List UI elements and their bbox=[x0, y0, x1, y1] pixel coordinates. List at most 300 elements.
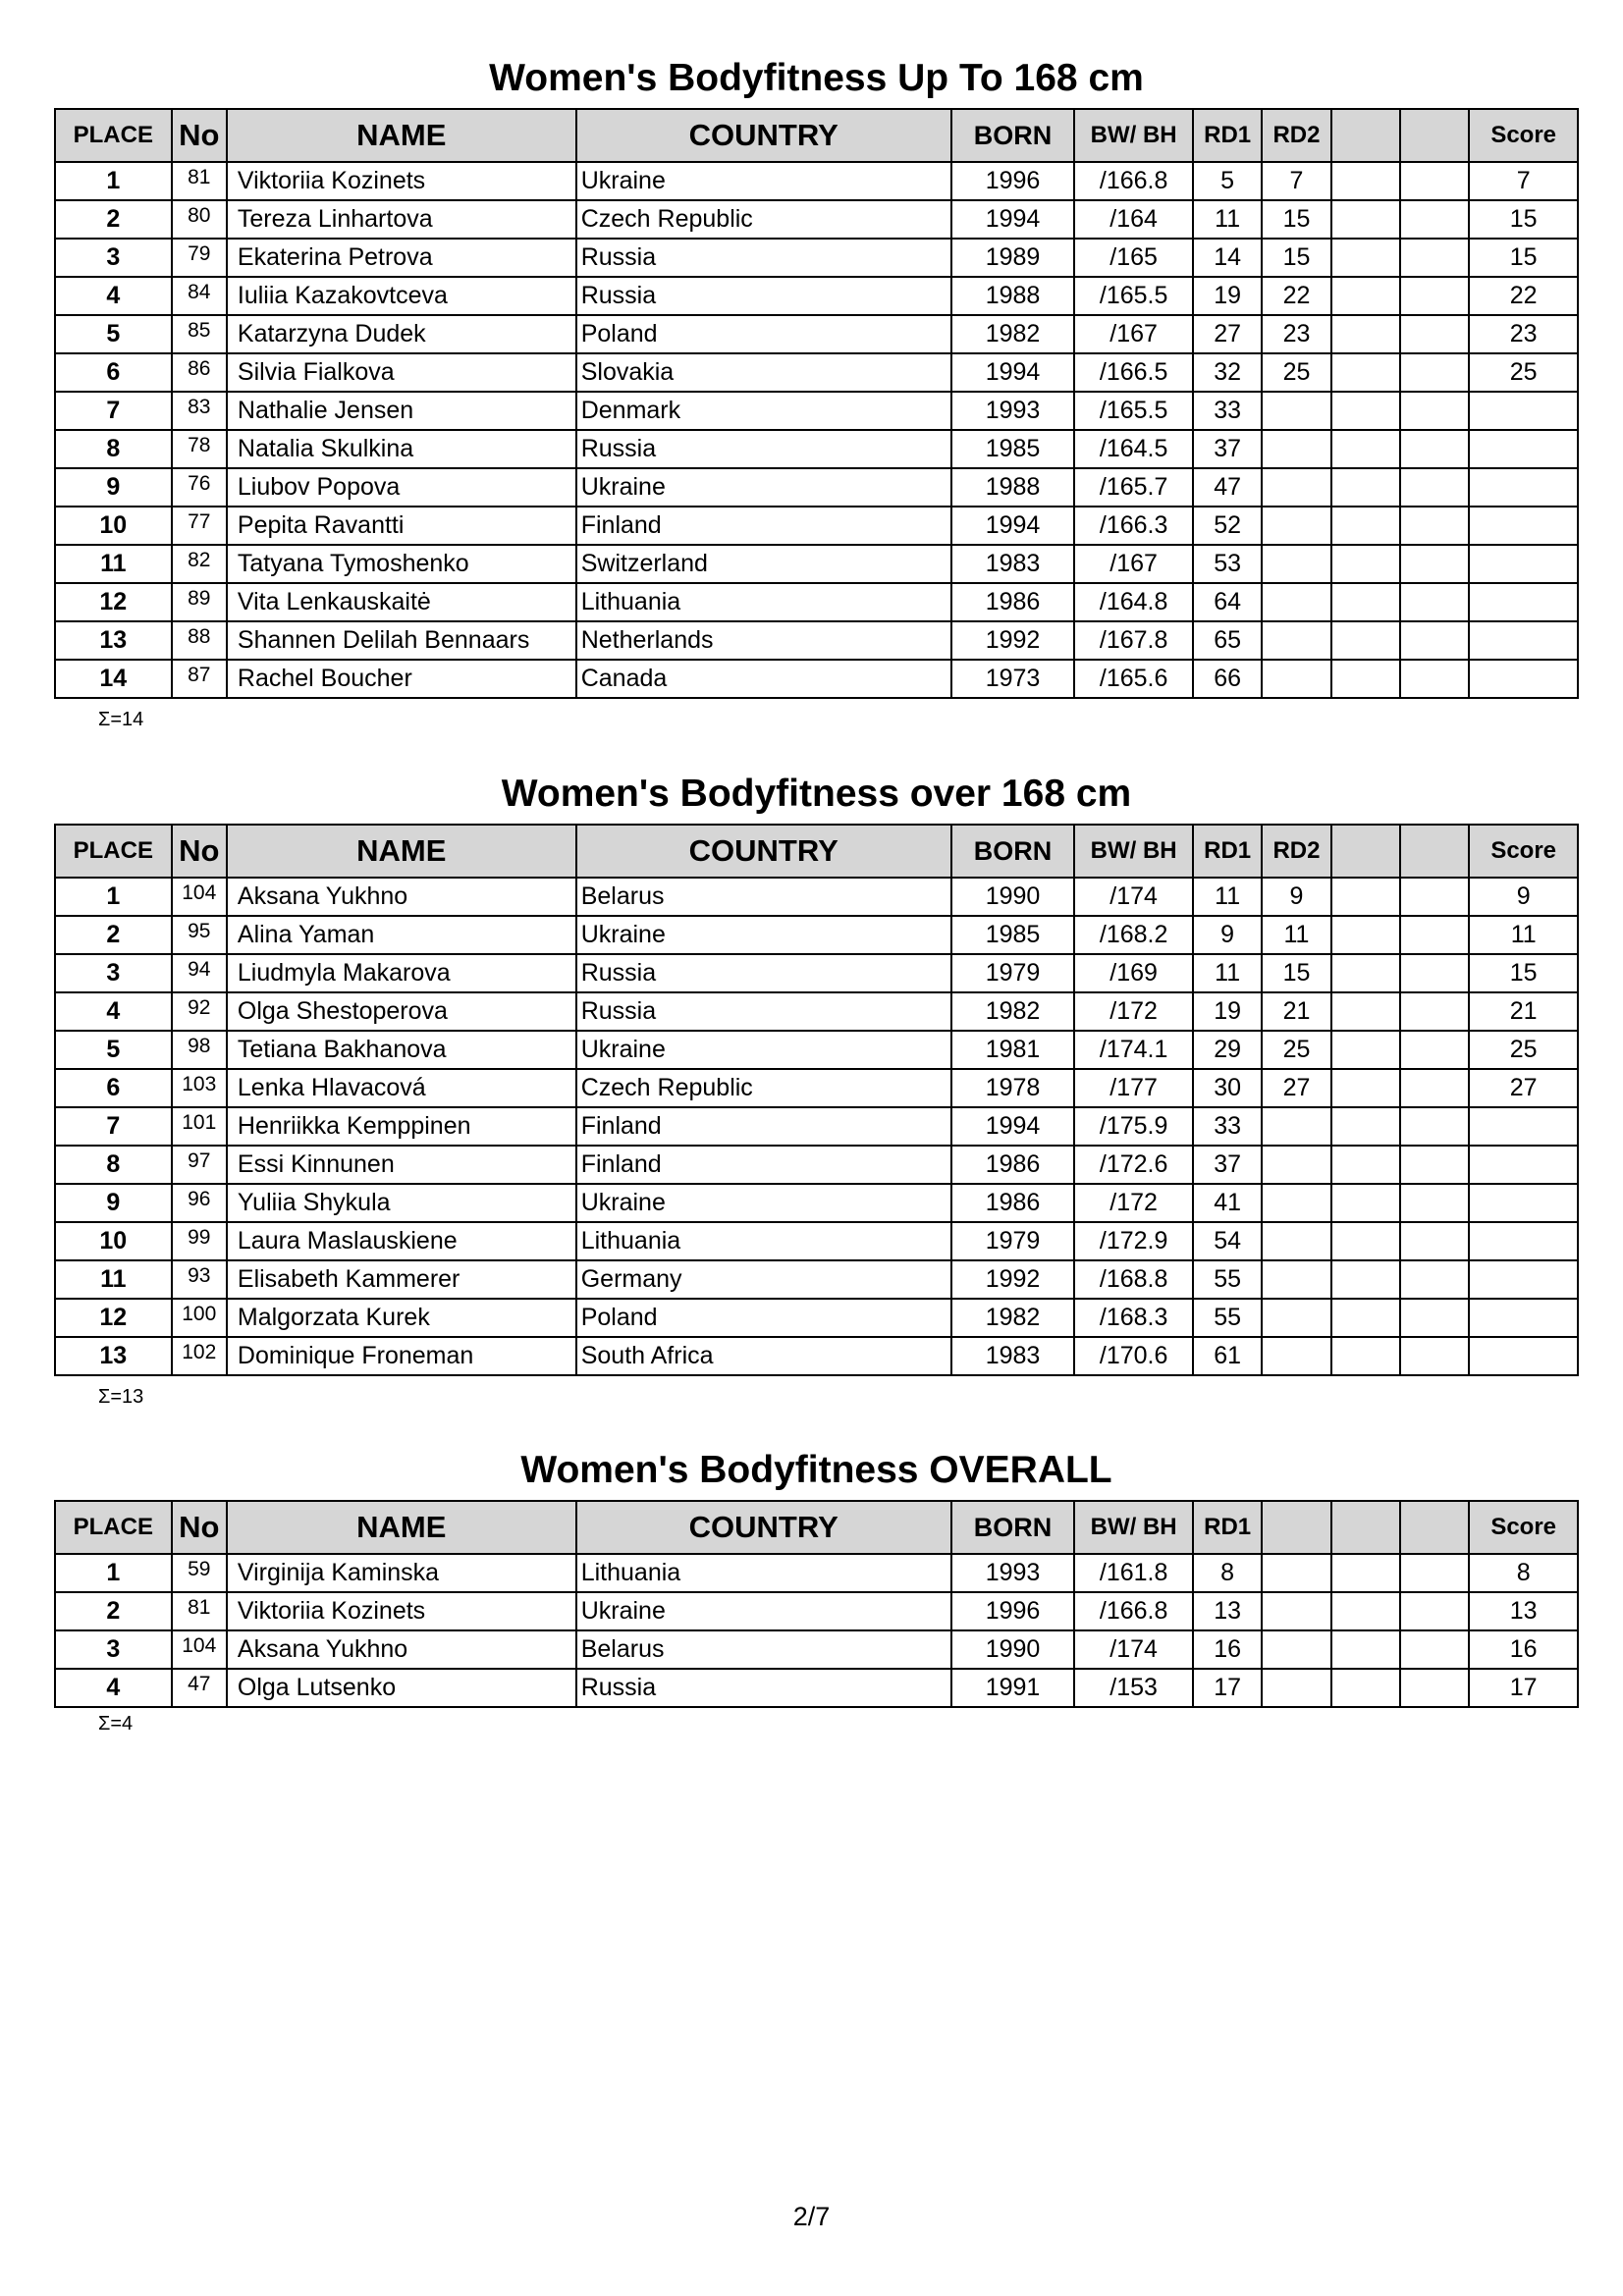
cell-place: 10 bbox=[55, 507, 172, 545]
cell-born: 1986 bbox=[951, 583, 1075, 621]
table-row bbox=[55, 1222, 1578, 1260]
cell-bwbh: /167 bbox=[1074, 315, 1193, 353]
cell-blank2 bbox=[1400, 430, 1469, 468]
table-row bbox=[55, 1260, 1578, 1299]
cell-place: 10 bbox=[55, 1222, 172, 1260]
cell-blank2 bbox=[1400, 468, 1469, 507]
column-header-blank2 bbox=[1400, 825, 1469, 878]
cell-bwbh: /164.5 bbox=[1074, 430, 1193, 468]
cell-rd2 bbox=[1262, 1146, 1330, 1184]
cell-rd1: 13 bbox=[1193, 1592, 1262, 1630]
cell-born: 1994 bbox=[951, 1107, 1075, 1146]
cell-blank1 bbox=[1331, 916, 1400, 954]
cell-no: 102 bbox=[172, 1337, 227, 1375]
cell-country: Czech Republic bbox=[576, 200, 951, 239]
cell-rd2: 15 bbox=[1262, 200, 1330, 239]
table-row bbox=[55, 1554, 1578, 1592]
cell-bwbh: /166.3 bbox=[1074, 507, 1193, 545]
cell-country: Russia bbox=[576, 954, 951, 992]
cell-bwbh: /172 bbox=[1074, 992, 1193, 1031]
cell-bwbh: /167 bbox=[1074, 545, 1193, 583]
cell-blank2 bbox=[1400, 583, 1469, 621]
cell-place: 14 bbox=[55, 660, 172, 698]
cell-blank1 bbox=[1331, 1222, 1400, 1260]
cell-country: Belarus bbox=[576, 1630, 951, 1669]
table-row bbox=[55, 468, 1578, 507]
cell-rd1: 11 bbox=[1193, 954, 1262, 992]
cell-born: 1990 bbox=[951, 878, 1075, 916]
cell-bwbh: /153 bbox=[1074, 1669, 1193, 1707]
cell-rd2 bbox=[1262, 1554, 1330, 1592]
cell-rd2 bbox=[1262, 621, 1330, 660]
cell-name: Iuliia Kazakovtceva bbox=[227, 277, 576, 315]
cell-country: Russia bbox=[576, 992, 951, 1031]
cell-rd1: 37 bbox=[1193, 430, 1262, 468]
cell-name: Virginija Kaminska bbox=[227, 1554, 576, 1592]
cell-rd1: 8 bbox=[1193, 1554, 1262, 1592]
table-row bbox=[55, 1299, 1578, 1337]
cell-name: Viktoriia Kozinets bbox=[227, 1592, 576, 1630]
cell-rd1: 65 bbox=[1193, 621, 1262, 660]
cell-country: Ukraine bbox=[576, 1031, 951, 1069]
cell-rd1: 55 bbox=[1193, 1299, 1262, 1337]
cell-bwbh: /168.2 bbox=[1074, 916, 1193, 954]
cell-place: 3 bbox=[55, 1630, 172, 1669]
column-header-no: No bbox=[172, 825, 227, 878]
column-header-score: Score bbox=[1469, 109, 1578, 162]
cell-no: 95 bbox=[172, 916, 227, 954]
cell-name: Aksana Yukhno bbox=[227, 878, 576, 916]
cell-bwbh: /165.7 bbox=[1074, 468, 1193, 507]
cell-rd1: 53 bbox=[1193, 545, 1262, 583]
cell-rd1: 55 bbox=[1193, 1260, 1262, 1299]
cell-place: 11 bbox=[55, 545, 172, 583]
page-number: 2/7 bbox=[792, 2202, 831, 2231]
cell-rd1: 47 bbox=[1193, 468, 1262, 507]
cell-no: 83 bbox=[172, 392, 227, 430]
cell-blank1 bbox=[1331, 468, 1400, 507]
cell-blank1 bbox=[1331, 954, 1400, 992]
cell-name: Essi Kinnunen bbox=[227, 1146, 576, 1184]
cell-blank1 bbox=[1331, 1031, 1400, 1069]
cell-no: 86 bbox=[172, 353, 227, 392]
section-title: Women's Bodyfitness over 168 cm bbox=[501, 773, 1132, 815]
cell-rd2: 11 bbox=[1262, 916, 1330, 954]
cell-score: 11 bbox=[1469, 916, 1578, 954]
cell-country: Czech Republic bbox=[576, 1069, 951, 1107]
column-header-bwbh: BW/ BH bbox=[1074, 825, 1193, 878]
cell-rd2 bbox=[1262, 1184, 1330, 1222]
cell-blank1 bbox=[1331, 1337, 1400, 1375]
table-row bbox=[55, 1031, 1578, 1069]
cell-name: Silvia Fialkova bbox=[227, 353, 576, 392]
cell-blank2 bbox=[1400, 392, 1469, 430]
cell-born: 1982 bbox=[951, 1299, 1075, 1337]
cell-rd1: 19 bbox=[1193, 277, 1262, 315]
column-header-rd2: RD2 bbox=[1262, 825, 1330, 878]
column-header-rd1: RD1 bbox=[1193, 109, 1262, 162]
cell-blank1 bbox=[1331, 621, 1400, 660]
column-header-name: NAME bbox=[227, 825, 576, 878]
cell-country: Finland bbox=[576, 507, 951, 545]
cell-rd1: 61 bbox=[1193, 1337, 1262, 1375]
cell-rd2: 21 bbox=[1262, 992, 1330, 1031]
cell-score: 21 bbox=[1469, 992, 1578, 1031]
column-header-place: PLACE bbox=[55, 109, 172, 162]
cell-rd1: 27 bbox=[1193, 315, 1262, 353]
cell-rd1: 19 bbox=[1193, 992, 1262, 1031]
cell-no: 59 bbox=[172, 1554, 227, 1592]
row-count-sigma: Σ=4 bbox=[98, 1713, 134, 1735]
cell-blank1 bbox=[1331, 992, 1400, 1031]
cell-country: Ukraine bbox=[576, 468, 951, 507]
table-row bbox=[55, 1184, 1578, 1222]
cell-blank2 bbox=[1400, 507, 1469, 545]
cell-blank2 bbox=[1400, 621, 1469, 660]
table-row bbox=[55, 353, 1578, 392]
cell-score bbox=[1469, 1107, 1578, 1146]
cell-born: 1979 bbox=[951, 1222, 1075, 1260]
cell-name: Laura Maslauskiene bbox=[227, 1222, 576, 1260]
cell-name: Katarzyna Dudek bbox=[227, 315, 576, 353]
cell-blank2 bbox=[1400, 954, 1469, 992]
cell-score bbox=[1469, 545, 1578, 583]
cell-name: Pepita Ravantti bbox=[227, 507, 576, 545]
cell-born: 1986 bbox=[951, 1146, 1075, 1184]
cell-score bbox=[1469, 1184, 1578, 1222]
results-table bbox=[54, 108, 1579, 699]
cell-name: Elisabeth Kammerer bbox=[227, 1260, 576, 1299]
cell-blank2 bbox=[1400, 992, 1469, 1031]
cell-no: 94 bbox=[172, 954, 227, 992]
cell-blank1 bbox=[1331, 1630, 1400, 1669]
cell-country: Lithuania bbox=[576, 1222, 951, 1260]
cell-name: Liudmyla Makarova bbox=[227, 954, 576, 992]
cell-rd2 bbox=[1262, 1669, 1330, 1707]
row-count-sigma: Σ=14 bbox=[98, 709, 144, 730]
results-table bbox=[54, 824, 1579, 1376]
cell-rd1: 29 bbox=[1193, 1031, 1262, 1069]
cell-bwbh: /166.5 bbox=[1074, 353, 1193, 392]
cell-name: Tatyana Tymoshenko bbox=[227, 545, 576, 583]
cell-born: 1996 bbox=[951, 1592, 1075, 1630]
cell-blank1 bbox=[1331, 1554, 1400, 1592]
cell-born: 1988 bbox=[951, 468, 1075, 507]
cell-rd1: 54 bbox=[1193, 1222, 1262, 1260]
table-row bbox=[55, 315, 1578, 353]
cell-country: Ukraine bbox=[576, 1592, 951, 1630]
column-header-no: No bbox=[172, 109, 227, 162]
cell-place: 6 bbox=[55, 1069, 172, 1107]
cell-bwbh: /168.8 bbox=[1074, 1260, 1193, 1299]
cell-score: 27 bbox=[1469, 1069, 1578, 1107]
column-header-rd2 bbox=[1262, 1501, 1330, 1554]
cell-no: 81 bbox=[172, 162, 227, 200]
cell-place: 1 bbox=[55, 162, 172, 200]
table-row bbox=[55, 916, 1578, 954]
cell-place: 5 bbox=[55, 1031, 172, 1069]
cell-place: 4 bbox=[55, 277, 172, 315]
table-row bbox=[55, 1669, 1578, 1707]
cell-name: Henriikka Kemppinen bbox=[227, 1107, 576, 1146]
cell-name: Viktoriia Kozinets bbox=[227, 162, 576, 200]
cell-score: 13 bbox=[1469, 1592, 1578, 1630]
table-row bbox=[55, 392, 1578, 430]
cell-name: Aksana Yukhno bbox=[227, 1630, 576, 1669]
cell-name: Shannen Delilah Bennaars bbox=[227, 621, 576, 660]
cell-blank1 bbox=[1331, 1146, 1400, 1184]
cell-bwbh: /168.3 bbox=[1074, 1299, 1193, 1337]
cell-born: 1981 bbox=[951, 1031, 1075, 1069]
cell-score: 23 bbox=[1469, 315, 1578, 353]
cell-bwbh: /172 bbox=[1074, 1184, 1193, 1222]
column-header-bwbh: BW/ BH bbox=[1074, 109, 1193, 162]
cell-born: 1978 bbox=[951, 1069, 1075, 1107]
cell-score bbox=[1469, 1299, 1578, 1337]
cell-no: 104 bbox=[172, 1630, 227, 1669]
cell-rd2 bbox=[1262, 1592, 1330, 1630]
cell-country: Switzerland bbox=[576, 545, 951, 583]
cell-rd2 bbox=[1262, 545, 1330, 583]
cell-rd1: 30 bbox=[1193, 1069, 1262, 1107]
cell-rd2 bbox=[1262, 430, 1330, 468]
column-header-blank1 bbox=[1331, 1501, 1400, 1554]
cell-born: 1993 bbox=[951, 392, 1075, 430]
cell-blank2 bbox=[1400, 1592, 1469, 1630]
cell-blank1 bbox=[1331, 353, 1400, 392]
column-header-blank2 bbox=[1400, 1501, 1469, 1554]
cell-name: Nathalie Jensen bbox=[227, 392, 576, 430]
cell-born: 1985 bbox=[951, 916, 1075, 954]
cell-blank2 bbox=[1400, 1146, 1469, 1184]
table-row bbox=[55, 954, 1578, 992]
cell-blank2 bbox=[1400, 239, 1469, 277]
cell-no: 87 bbox=[172, 660, 227, 698]
cell-name: Yuliia Shykula bbox=[227, 1184, 576, 1222]
cell-rd2 bbox=[1262, 392, 1330, 430]
cell-score: 25 bbox=[1469, 353, 1578, 392]
cell-rd1: 32 bbox=[1193, 353, 1262, 392]
cell-blank1 bbox=[1331, 315, 1400, 353]
cell-country: Denmark bbox=[576, 392, 951, 430]
results-table bbox=[54, 1500, 1579, 1708]
cell-country: Ukraine bbox=[576, 162, 951, 200]
cell-blank2 bbox=[1400, 1630, 1469, 1669]
table-row bbox=[55, 621, 1578, 660]
cell-rd1: 14 bbox=[1193, 239, 1262, 277]
cell-no: 79 bbox=[172, 239, 227, 277]
cell-score bbox=[1469, 1222, 1578, 1260]
cell-bwbh: /165 bbox=[1074, 239, 1193, 277]
cell-no: 76 bbox=[172, 468, 227, 507]
table-row bbox=[55, 1107, 1578, 1146]
cell-no: 104 bbox=[172, 878, 227, 916]
cell-born: 1982 bbox=[951, 992, 1075, 1031]
cell-country: Lithuania bbox=[576, 583, 951, 621]
cell-no: 93 bbox=[172, 1260, 227, 1299]
cell-country: South Africa bbox=[576, 1337, 951, 1375]
cell-score bbox=[1469, 621, 1578, 660]
cell-bwbh: /172.6 bbox=[1074, 1146, 1193, 1184]
cell-no: 88 bbox=[172, 621, 227, 660]
cell-name: Natalia Skulkina bbox=[227, 430, 576, 468]
cell-rd2 bbox=[1262, 1630, 1330, 1669]
cell-score bbox=[1469, 507, 1578, 545]
cell-place: 9 bbox=[55, 468, 172, 507]
cell-blank1 bbox=[1331, 660, 1400, 698]
cell-name: Rachel Boucher bbox=[227, 660, 576, 698]
table-row bbox=[55, 583, 1578, 621]
cell-no: 85 bbox=[172, 315, 227, 353]
cell-place: 11 bbox=[55, 1260, 172, 1299]
cell-rd2: 23 bbox=[1262, 315, 1330, 353]
cell-blank2 bbox=[1400, 1222, 1469, 1260]
cell-place: 8 bbox=[55, 430, 172, 468]
cell-born: 1973 bbox=[951, 660, 1075, 698]
cell-blank1 bbox=[1331, 583, 1400, 621]
column-header-rd1: RD1 bbox=[1193, 825, 1262, 878]
cell-place: 2 bbox=[55, 916, 172, 954]
cell-bwbh: /161.8 bbox=[1074, 1554, 1193, 1592]
cell-score: 25 bbox=[1469, 1031, 1578, 1069]
table-row bbox=[55, 1337, 1578, 1375]
cell-rd2: 15 bbox=[1262, 239, 1330, 277]
column-header-born: BORN bbox=[951, 109, 1075, 162]
table-row bbox=[55, 1069, 1578, 1107]
cell-place: 12 bbox=[55, 583, 172, 621]
cell-name: Lenka Hlavacová bbox=[227, 1069, 576, 1107]
column-header-country: COUNTRY bbox=[576, 109, 951, 162]
header-row bbox=[55, 825, 1578, 878]
cell-rd2 bbox=[1262, 1337, 1330, 1375]
cell-no: 99 bbox=[172, 1222, 227, 1260]
table-row bbox=[55, 992, 1578, 1031]
cell-rd1: 37 bbox=[1193, 1146, 1262, 1184]
row-count-sigma: Σ=13 bbox=[98, 1385, 144, 1408]
cell-blank1 bbox=[1331, 392, 1400, 430]
table-row bbox=[55, 430, 1578, 468]
cell-score: 9 bbox=[1469, 878, 1578, 916]
cell-blank1 bbox=[1331, 239, 1400, 277]
cell-no: 84 bbox=[172, 277, 227, 315]
cell-name: Liubov Popova bbox=[227, 468, 576, 507]
cell-place: 4 bbox=[55, 992, 172, 1031]
table-row bbox=[55, 162, 1578, 200]
cell-country: Finland bbox=[576, 1146, 951, 1184]
cell-blank2 bbox=[1400, 1184, 1469, 1222]
cell-blank2 bbox=[1400, 1337, 1469, 1375]
column-header-name: NAME bbox=[227, 1501, 576, 1554]
cell-country: Russia bbox=[576, 277, 951, 315]
header-row bbox=[55, 1501, 1578, 1554]
cell-bwbh: /164 bbox=[1074, 200, 1193, 239]
cell-blank2 bbox=[1400, 315, 1469, 353]
table-row bbox=[55, 200, 1578, 239]
cell-no: 101 bbox=[172, 1107, 227, 1146]
cell-bwbh: /174.1 bbox=[1074, 1031, 1193, 1069]
cell-place: 7 bbox=[55, 392, 172, 430]
cell-rd1: 66 bbox=[1193, 660, 1262, 698]
cell-place: 6 bbox=[55, 353, 172, 392]
cell-country: Ukraine bbox=[576, 916, 951, 954]
cell-no: 96 bbox=[172, 1184, 227, 1222]
cell-no: 97 bbox=[172, 1146, 227, 1184]
section-title: Women's Bodyfitness Up To 168 cm bbox=[489, 57, 1144, 99]
cell-born: 1986 bbox=[951, 1184, 1075, 1222]
cell-score bbox=[1469, 1146, 1578, 1184]
cell-score bbox=[1469, 430, 1578, 468]
cell-country: Poland bbox=[576, 315, 951, 353]
cell-country: Poland bbox=[576, 1299, 951, 1337]
column-header-no: No bbox=[172, 1501, 227, 1554]
cell-rd2 bbox=[1262, 1107, 1330, 1146]
table-row bbox=[55, 277, 1578, 315]
cell-blank2 bbox=[1400, 1069, 1469, 1107]
cell-blank1 bbox=[1331, 878, 1400, 916]
section-title: Women's Bodyfitness OVERALL bbox=[520, 1449, 1112, 1491]
cell-blank1 bbox=[1331, 507, 1400, 545]
cell-name: Dominique Froneman bbox=[227, 1337, 576, 1375]
cell-place: 7 bbox=[55, 1107, 172, 1146]
column-header-born: BORN bbox=[951, 1501, 1075, 1554]
cell-born: 1992 bbox=[951, 1260, 1075, 1299]
cell-country: Belarus bbox=[576, 878, 951, 916]
cell-born: 1983 bbox=[951, 545, 1075, 583]
cell-born: 1991 bbox=[951, 1669, 1075, 1707]
cell-blank2 bbox=[1400, 277, 1469, 315]
cell-bwbh: /165.6 bbox=[1074, 660, 1193, 698]
cell-no: 81 bbox=[172, 1592, 227, 1630]
cell-place: 12 bbox=[55, 1299, 172, 1337]
column-header-bwbh: BW/ BH bbox=[1074, 1501, 1193, 1554]
cell-blank2 bbox=[1400, 545, 1469, 583]
cell-place: 2 bbox=[55, 1592, 172, 1630]
cell-rd1: 16 bbox=[1193, 1630, 1262, 1669]
cell-born: 1990 bbox=[951, 1630, 1075, 1669]
cell-bwbh: /165.5 bbox=[1074, 277, 1193, 315]
cell-blank1 bbox=[1331, 1592, 1400, 1630]
cell-bwbh: /166.8 bbox=[1074, 162, 1193, 200]
cell-name: Alina Yaman bbox=[227, 916, 576, 954]
cell-rd2: 25 bbox=[1262, 1031, 1330, 1069]
cell-score: 15 bbox=[1469, 954, 1578, 992]
cell-blank2 bbox=[1400, 1669, 1469, 1707]
cell-place: 13 bbox=[55, 621, 172, 660]
cell-score: 17 bbox=[1469, 1669, 1578, 1707]
cell-score bbox=[1469, 660, 1578, 698]
cell-no: 82 bbox=[172, 545, 227, 583]
cell-rd1: 5 bbox=[1193, 162, 1262, 200]
cell-blank1 bbox=[1331, 1260, 1400, 1299]
cell-place: 8 bbox=[55, 1146, 172, 1184]
cell-no: 47 bbox=[172, 1669, 227, 1707]
cell-score bbox=[1469, 1337, 1578, 1375]
cell-rd1: 33 bbox=[1193, 392, 1262, 430]
cell-no: 100 bbox=[172, 1299, 227, 1337]
cell-rd1: 52 bbox=[1193, 507, 1262, 545]
column-header-blank1 bbox=[1331, 825, 1400, 878]
column-header-blank1 bbox=[1331, 109, 1400, 162]
cell-place: 9 bbox=[55, 1184, 172, 1222]
cell-bwbh: /166.8 bbox=[1074, 1592, 1193, 1630]
cell-blank2 bbox=[1400, 916, 1469, 954]
cell-rd1: 64 bbox=[1193, 583, 1262, 621]
cell-born: 1994 bbox=[951, 353, 1075, 392]
column-header-name: NAME bbox=[227, 109, 576, 162]
cell-score: 15 bbox=[1469, 239, 1578, 277]
cell-place: 5 bbox=[55, 315, 172, 353]
cell-no: 92 bbox=[172, 992, 227, 1031]
